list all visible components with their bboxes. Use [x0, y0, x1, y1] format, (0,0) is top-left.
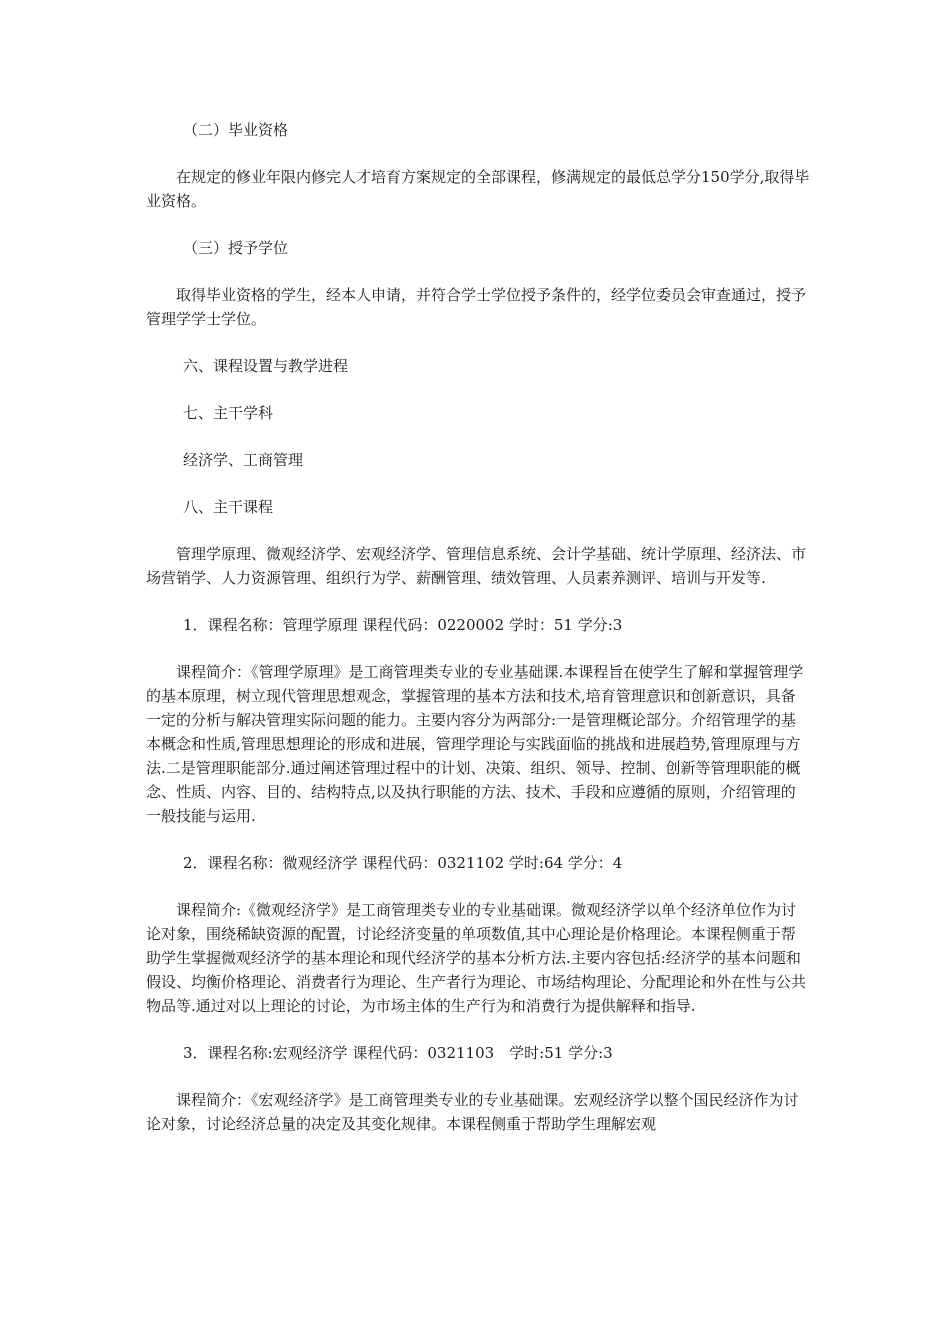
section-heading-main-courses: 八、主干课程 [183, 498, 274, 516]
course-1-title: 1．课程名称：管理学原理 课程代码：0220002 学时：51 学分:3 [183, 616, 623, 634]
section-heading-degree: （三）授予学位 [183, 239, 289, 257]
document-page [146, 118, 810, 1136]
course-1-intro: 课程简介：《管理学原理》是工商管理类专业的专业基础课.本课程旨在使学生了解和掌握管理学的基本原理，树立现代管理思想观念，掌握管理的基本方法和技术,培育管理意识和创新意识，具备一定的分析与解决管理实际问题的能力。主要内容分为两部分:一是管理概论部分。介绍管理学的基本概念和性质,管理思想理论的形成和进展，管理学理论与实践面临的挑战和进展趋势,管理原理与方法.二是管理职能部分.通过阐述管理过程中的计划、决策、组织、领导、控制、创新等管理职能的概念、性质、内容、目的、结构特点,以及执行职能的方法、技术、手段和应遵循的原则，介绍管理的一般技能与运用. [146, 663, 804, 825]
paragraph-graduation: 在规定的修业年限内修完人才培育方案规定的全部课程，修满规定的最低总学分150学分,取得毕业资格。 [146, 168, 810, 210]
paragraph-main-courses: 管理学原理、微观经济学、宏观经济学、管理信息系统、会计学基础、统计学原理、经济法、市场营销学、人力资源管理、组织行为学、薪酬管理、绩效管理、人员素养测评、培训与开发等. [146, 545, 807, 587]
section-heading-courses: 六、课程设置与教学进程 [183, 357, 349, 375]
course-3-title: 3．课程名称:宏观经济学 课程代码：0321103 学时:51 学分:3 [183, 1044, 613, 1062]
section-heading-disciplines: 七、主干学科 [183, 404, 274, 422]
course-3-intro: 课程简介：《宏观经济学》是工商管理类专业的专业基础课。宏观经济学以整个国民经济作为讨论对象，讨论经济总量的决定及其变化规律。本课程侧重于帮助学生理解宏观 [146, 1091, 799, 1133]
section-heading-graduation: （二）毕业资格 [183, 121, 289, 139]
paragraph-disciplines: 经济学、工商管理 [183, 451, 304, 469]
course-2-title: 2．课程名称：微观经济学 课程代码：0321102 学时:64 学分：4 [183, 854, 623, 872]
course-2-intro: 课程简介:《微观经济学》是工商管理类专业的专业基础课。微观经济学以单个经济单位作为讨论对象，围绕稀缺资源的配置，讨论经济变量的单项数值,其中心理论是价格理论。本课程侧重于帮助学生掌握微观经济学的基本理论和现代经济学的基本分析方法.主要内容包括:经济学的基本问题和假设、均衡价格理论、消费者行为理论、生产者行为理论、市场结构理论、分配理论和外在性与公共物品等.通过对以上理论的讨论，为市场主体的生产行为和消费行为提供解释和指导. [146, 901, 807, 1015]
paragraph-degree: 取得毕业资格的学生，经本人申请，并符合学士学位授予条件的，经学位委员会审查通过，授予管理学学士学位。 [146, 286, 807, 328]
